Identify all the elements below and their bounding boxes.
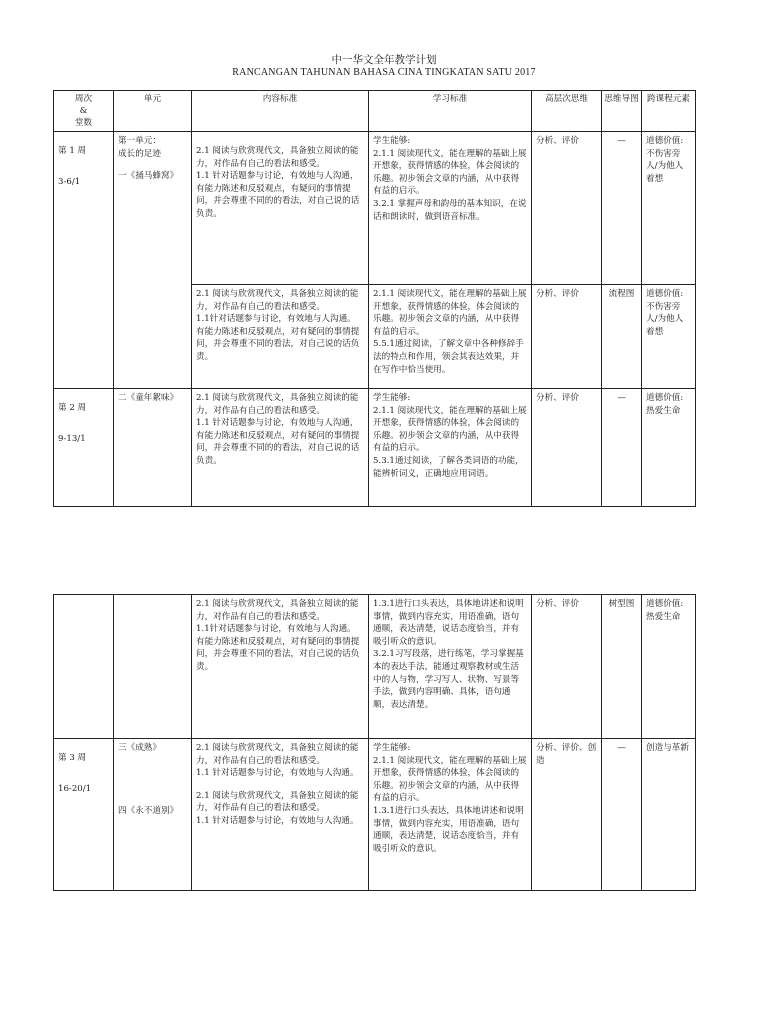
cross-curricular-cell: 道德价值: 不伤害旁人/为他人着想 [642,285,696,389]
content-standard-cell: 2.1 阅读与欣赏现代文，具备独立阅读的能力，对作品有自己的看法和感受。 1.1 针对话题参与讨论，有效地与人沟通，有能力陈述和反驳观点，对有疑问的事情提问，并会尊重不同的的看法，对自己说的话负责。 [192,389,369,507]
mind-map-cell: — [602,739,642,891]
table-row [54,595,696,739]
unit-cell: 三《成熟》 四《永不道别》 [114,739,192,891]
learning-standard-cell: 学生能够: 2.1.1 阅读现代文，能在理解的基础上展开想象，获得情感的体验，体会阅读的乐趣。初步领会文章的内涵，从中获得有益的启示。 3.2.1 掌握声母和韵母的基本知识，在说话和朗读时，做到语音标准。 [369,132,532,285]
hots-cell: 分析、评价 [532,595,602,739]
learning-standard-cell: 2.1.1 阅读现代文，能在理解的基础上展开想象，获得情感的体验，体会阅读的乐趣。初步领会文章的内涵，从中获得有益的启示。 5.5.1通过阅读，了解文章中各种修辞手法的特点和作用，领会其表达效果，并在写作中恰当使用。 [369,285,532,389]
cross-curricular-cell: 道德价值: 热爱生命 [642,389,696,507]
table-row [54,739,696,891]
cross-curricular-cell: 道德价值: 热爱生命 [642,595,696,739]
unit-cell [114,595,192,739]
header-content-standard: 内容标准 [192,91,369,132]
hots-cell: 分析、评价 [532,285,602,389]
mind-map-cell: — [602,132,642,285]
unit-cell: 第一单元： 成长的足迹 一《捅马蜂窝》 [114,132,192,389]
unit-cell: 二《童年絮味》 [114,389,192,507]
mind-map-cell: 树型图 [602,595,642,739]
content-standard-cell: 2.1 阅读与欣赏现代文，具备独立阅读的能力，对作品有自己的看法和感受。 1.1 针对话题参与讨论，有效地与人沟通，有能力陈述和反驳观点，有疑问的事情提问，并会尊重不同的的看法，对自己说的话负责。 [192,132,369,285]
header-week: 周次 & 堂数 [54,91,114,132]
table-row [54,389,696,507]
cross-curricular-cell: 创造与革新 [642,739,696,891]
document-subtitle: RANCANGAN TAHUNAN BAHASA CINA TINGKATAN SATU 2017 [232,67,536,78]
header-unit: 单元 [114,91,192,132]
content-standard-cell: 2.1 阅读与欣赏现代文，具备独立阅读的能力，对作品有自己的看法和感受。 1.1 针对话题参与讨论，有效地与人沟通。 2.1 阅读与欣赏现代文，具备独立阅读的能力，对作品有自己的看法和感受。 1.1 针对话题参与讨论，有效地与人沟通。 [192,739,369,891]
hots-cell: 分析、评价 [532,132,602,285]
content-standard-cell: 2.1 阅读与欣赏现代文，具备独立阅读的能力，对作品有自己的看法和感受。 1.1针对话题参与讨论，有效地与人沟通。有能力陈述和反驳观点，对有疑问的事情提问，并会尊重不同的看法，对自己说的话负责。 [192,595,369,739]
content-standard-cell: 2.1 阅读与欣赏现代文，具备独立阅读的能力，对作品有自己的看法和感受。 1.1针对话题参与讨论，有效地与人沟通。有能力陈述和反驳观点，对有疑问的事情提问，并会尊重不同的看法，对自己说的话负责。 [192,285,369,389]
week-cell: 第 2 周 9-13/1 [54,389,114,507]
week-cell [54,595,114,739]
week-cell: 第 3 周 16-20/1 [54,739,114,891]
table-header-row [54,91,696,132]
header-mind-map: 思维导图 [602,91,642,132]
mind-map-cell: 流程图 [602,285,642,389]
learning-standard-cell: 1.3.1进行口头表达，具体地讲述和说明事情，做到内容充实，用语准确，语句通顺，表达清楚，说话态度恰当，并有吸引听众的意识。 3.2.1习写段落，进行练笔，学习掌握基本的表达手法，能通过观察教材或生活中的人与物，学习写人、状物、写景等手法，做到内容明确、具体，语句通顺，表达清楚。 [369,595,532,739]
week-cell: 第 1 周 3-6/1 [54,132,114,389]
learning-standard-cell: 学生能够: 2.1.1 阅读现代文，能在理解的基础上展开想象，获得情感的体验，体会阅读的乐趣。初步领会文章的内涵，从中获得有益的启示。 1.3.1进行口头表达，具体地讲述和说明事情，做到内容充实，用语准确，语句通顺，表达清楚，说话态度恰当，并有吸引听众的意识。 [369,739,532,891]
table-row [54,132,696,285]
hots-cell: 分析、评价、创造 [532,739,602,891]
learning-standard-cell: 学生能够: 2.1.1 阅读现代文，能在理解的基础上展开想象，获得情感的体验，体会阅读的乐趣。初步领会文章的内涵，从中获得有益的启示。 5.3.1通过阅读，了解各类词语的功能，能辨析词义，正确地应用词语。 [369,389,532,507]
header-hots: 高层次思维 [532,91,602,132]
mind-map-cell: — [602,389,642,507]
cross-curricular-cell: 道德价值: 不伤害旁人/为他人着想 [642,132,696,285]
hots-cell: 分析、评价 [532,389,602,507]
document-title: 中一华文全年教学计划 [331,54,437,66]
plan-table-page-2 [53,594,696,891]
header-cross-curricular: 跨课程元素 [642,91,696,132]
header-learning-standard: 学习标准 [369,91,532,132]
plan-table-page-1 [53,90,696,507]
